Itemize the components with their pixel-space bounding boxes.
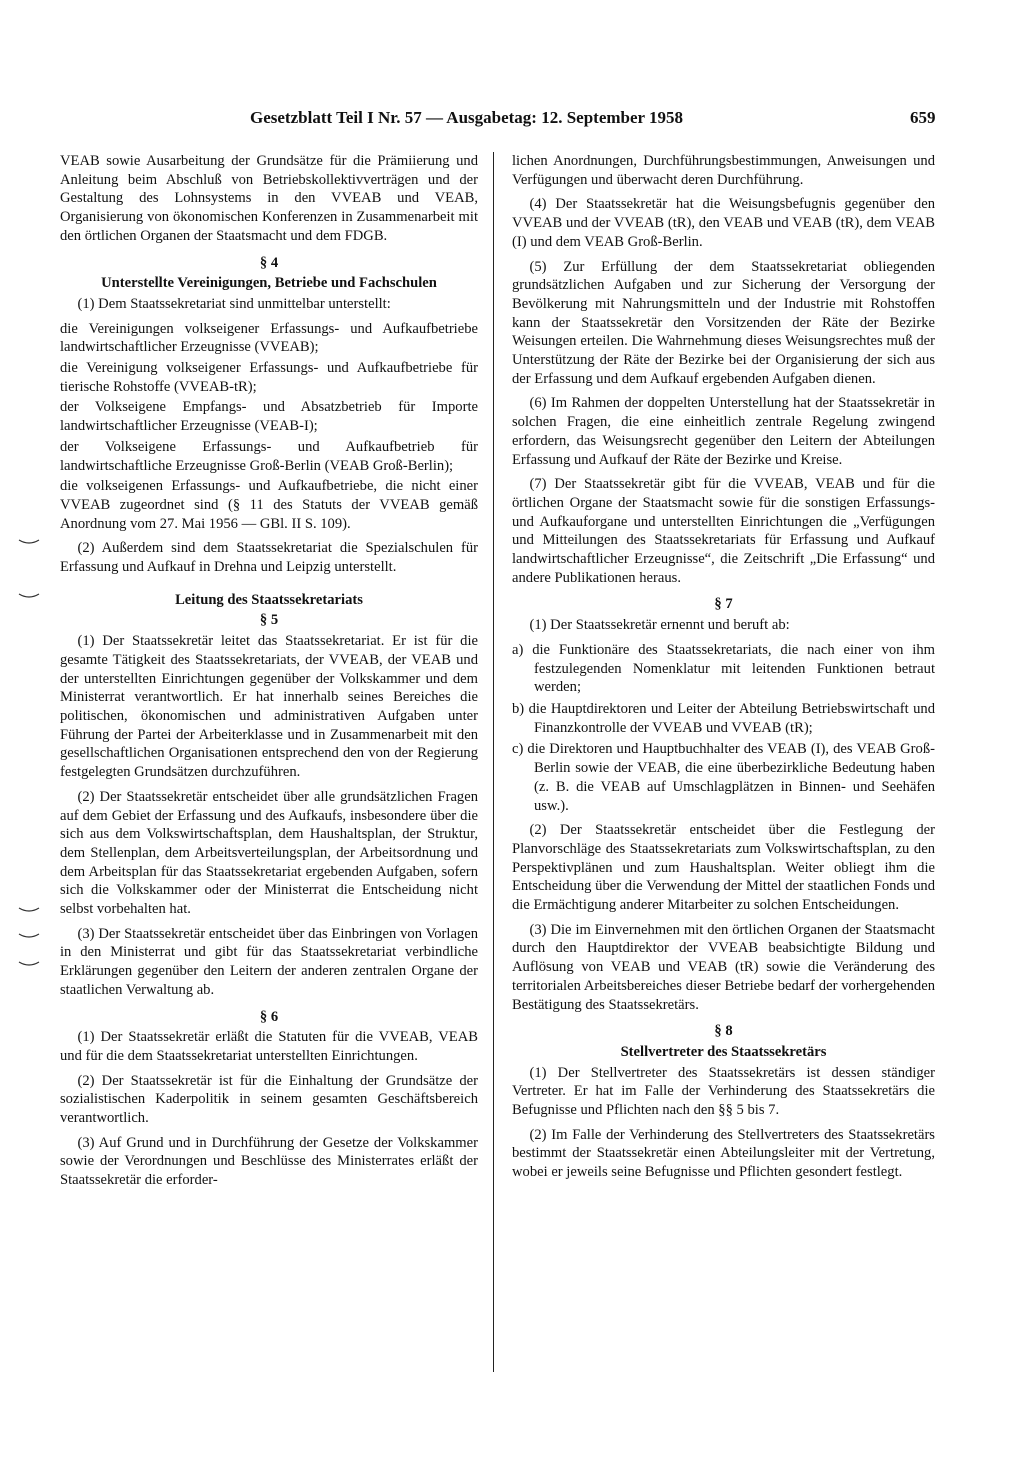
list-item: a) die Funktionäre des Staatssekretariats, die nach einer von ihm festzulegenden Nomenklatur mit leitenden Funktionen betraut werden;	[512, 641, 935, 696]
paragraph: (4) Der Staatssekretär hat die Weisungsbefugnis gegenüber den VVEAB und der VVEAB (tR), den VEAB und VEAB (tR), dem VEAB (I) und dem VEAB Groß-Berlin.	[512, 196, 935, 250]
paragraph: (1) Der Staatssekretär erläßt die Statuten für die VVEAB, VEAB und für die dem Staatssekretariat unterstellten Einrichtungen.	[60, 1029, 478, 1064]
margin-mark-icon	[18, 538, 40, 546]
left-column	[60, 152, 478, 1196]
margin-mark-icon	[18, 960, 40, 968]
list-item: b) die Hauptdirektoren und Leiter der Abteilung Betriebswirtschaft und Finanzkontrolle der VVEAB und VVEAB (tR);	[512, 700, 935, 736]
paragraph: (1) Der Stellvertreter des Staatssekretärs ist dessen ständiger Vertreter. Er hat im Falle der Verhinderung des Staatssekretärs die Befugnisse und Pflichten nach den §§ 5 bis 7.	[512, 1064, 935, 1119]
paragraph: (5) Zur Erfüllung der dem Staatssekretariat obliegenden grundsätzlichen Aufgaben und zur Sicherung der Versorgung der Bevölkerung mit Nahrungsmitteln und der Industrie mit Rohstoffen kann der Staatssekretär den Vorsitzenden der Räte der Bezirke Weisungen erteilen. Die Wahrnehmung dieses Weisungsrechtes muß der Unterstützung der Räte der Bezirke bei der Organisierung der sich aus der Erfassung und dem Aufkauf ergebenden Aufgaben dienen.	[512, 258, 935, 387]
list-item: c) die Direktoren und Hauptbuchhalter des VEAB (I), des VEAB Groß-Berlin sowie der VEAB, die eine überbezirkliche Bedeutung haben (z. B. die VEAB auf Umschlagplätzen in Binnen- und Seehäfen usw.).	[512, 741, 935, 814]
paragraph: (2) Außerdem sind dem Staatssekretariat die Spezialschulen für Erfassung und Aufkauf in Drehna und Leipzig unterstellt.	[60, 540, 478, 576]
paragraph: (2) Im Falle der Verhinderung des Stellvertreters des Staatssekretärs bestimmt der Staatssekretär einen Abteilungsleiter mit der Vertretung, wobei er jeweils seine Befugnisse und Pflichten gesondert festlegt.	[512, 1126, 935, 1181]
section-number: § 6	[259, 1008, 279, 1025]
paragraph: (2) Der Staatssekretär entscheidet über alle grundsätzlichen Fragen auf dem Gebiet der Erfassung und des Aufkaufs, insbesondere über die sich aus dem Volkswirtschaftsplan, dem Haushaltsplan, der Struktur, dem Stellenplan, dem Arbeitsverteilungsplan, der Arbeitsordnung und dem Arbeitsplan für das Staatssekretariat ergebenden Aufgaben, sofern sich die Volkskammer oder der Ministerrat die Entscheidung nicht selbst vorbehalten hat.	[60, 788, 478, 918]
section-heading: Stellvertreter des Staatssekretärs	[620, 1043, 827, 1060]
list-item: die Vereinigung volkseigener Erfassungs- und Aufkaufbetriebe für tierische Rohstoffe (VVEAB-tR);	[60, 360, 478, 395]
header-title: Gesetzblatt Teil I Nr. 57 — Ausgabetag: 12. September 1958	[250, 108, 684, 127]
column-divider	[493, 152, 494, 1372]
margin-mark-icon	[18, 592, 40, 600]
section-number: § 5	[259, 612, 279, 629]
section-number: § 4	[259, 254, 279, 271]
section-heading: Leitung des Staatssekretariats	[175, 591, 363, 608]
page-number: 659	[910, 108, 936, 127]
section-number: § 8	[714, 1023, 733, 1040]
paragraph: (3) Der Staatssekretär entscheidet über das Einbringen von Vorlagen in den Ministerrat und gibt für das Staatssekretariat verbindliche Erklärungen gegenüber den Leitern der anderen zentralen Organe der staatlichen Verwaltung ab.	[60, 925, 478, 998]
paragraph: (3) Auf Grund und in Durchführung der Gesetze der Volkskammer sowie der Verordnungen und Beschlüsse des Ministerrates erläßt der Staatssekretär die erforder-	[60, 1134, 478, 1189]
paragraph: (6) Im Rahmen der doppelten Unterstellung hat der Staatssekretär in solchen Fragen, die eine einheitlich zentrale Regelung zwingend erfordern, das Weisungsrecht gegenüber den Leitern der Abteilungen Erfassung und Aufkauf der Räte der Bezirke und Kreise.	[512, 395, 935, 468]
list-item: der Volkseigene Empfangs- und Absatzbetrieb für Importe landwirtschaftlicher Erzeugnisse (VEAB-I);	[60, 399, 478, 435]
paragraph: VEAB sowie Ausarbeitung der Grundsätze für die Prämiierung und Anleitung beim Abschluß von Betriebskollektivverträgen und der Gestaltung des Lohnsystems in den VVEAB und VEAB, Organisierung von ökonomischen Konferenzen in Zusammenarbeit mit den örtlichen Organen der Staatsmacht und dem FDGB.	[60, 153, 478, 244]
list-item: die Vereinigungen volkseigener Erfassungs- und Aufkaufbetriebe landwirtschaftlicher Erzeugnisse (VVEAB);	[60, 320, 478, 356]
list-item: die volkseigenen Erfassungs- und Aufkaufbetriebe, die nicht einer VVEAB zugeordnet sind (§ 11 des Statuts der VVEAB gemäß Anordnung vom 27. Mai 1956 — GBl. II S. 109).	[60, 478, 478, 532]
paragraph: (7) Der Staatssekretär gibt für die VVEAB, VEAB und für die örtlichen Organe der Staatsmacht sowie für die sonstigen Erfassungs- und Aufkauforgane und unterstellten Einrichtungen die „Verfügungen und Mitteilungen des Staatssekretariats für Erfassung und Aufkauf landwirtschaftlicher Erzeugnisse“, die Zeitschrift „Die Erfassung“ und andere Publikationen heraus.	[512, 476, 935, 586]
page-header	[250, 108, 950, 128]
paragraph: (2) Der Staatssekretär ist für die Einhaltung der Grundsätze der sozialistischen Kaderpolitik in seinem gesamten Geschäftsbereich verantwortlich.	[60, 1072, 478, 1127]
margin-mark-icon	[18, 906, 40, 914]
paragraph: (1) Dem Staatssekretariat sind unmittelbar unterstellt:	[77, 295, 391, 312]
list-item: der Volkseigene Erfassungs- und Aufkaufbetrieb für landwirtschaftliche Erzeugnisse Groß-Berlin (VEAB Groß-Berlin);	[60, 438, 478, 474]
margin-mark-icon	[18, 932, 40, 940]
paragraph: (2) Der Staatssekretär entscheidet über die Festlegung der Planvorschläge des Staatssekretariats zum Volkswirtschaftsplan, zu den Perspektivplänen und zum Haushaltsplan. Weiter obliegt ihm die Entscheidung über die Verwendung der Mittel der staatlichen Fonds und die Ermächtigung anderer Mitarbeiter zu solchen Entscheidungen.	[512, 822, 935, 914]
paragraph: (3) Die im Einvernehmen mit den örtlichen Organen der Staatsmacht durch den Hauptdirektor der VVEAB beabsichtigte Bildung und Auflösung von VEAB und VEAB (tR) sowie die Veränderung des territorialen Arbeitsbereiches dieser Betriebe bedarf der vorhergehenden Bestätigung des Staatssekretärs.	[512, 921, 935, 1013]
paragraph: lichen Anordnungen, Durchführungsbestimmungen, Anweisungen und Verfügungen und überwacht deren Durchführung.	[512, 153, 935, 188]
paragraph: (1) Der Staatssekretär ernennt und beruft ab:	[529, 617, 790, 634]
section-heading: Unterstellte Vereinigungen, Betriebe und Fachschulen	[101, 275, 437, 292]
right-column	[512, 152, 935, 1188]
paragraph: (1) Der Staatssekretär leitet das Staatssekretariat. Er ist für die gesamte Tätigkeit des Staatssekretariats, der VVEAB, der VEAB und der unterstellten Einrichtungen gegenüber der Volkskammer und dem Ministerrat verantwortlich. Er hat innerhalb seines Bereiches die politischen, ökonomischen und administrativen Aufgaben unter Führung der Partei der Arbeiterklasse und in Zusammenarbeit mit den gesellschaftlichen Organisationen entsprechend den von der Regierung festgelegten Grundsätzen durchzuführen.	[60, 633, 478, 781]
section-number: § 7	[714, 596, 733, 613]
